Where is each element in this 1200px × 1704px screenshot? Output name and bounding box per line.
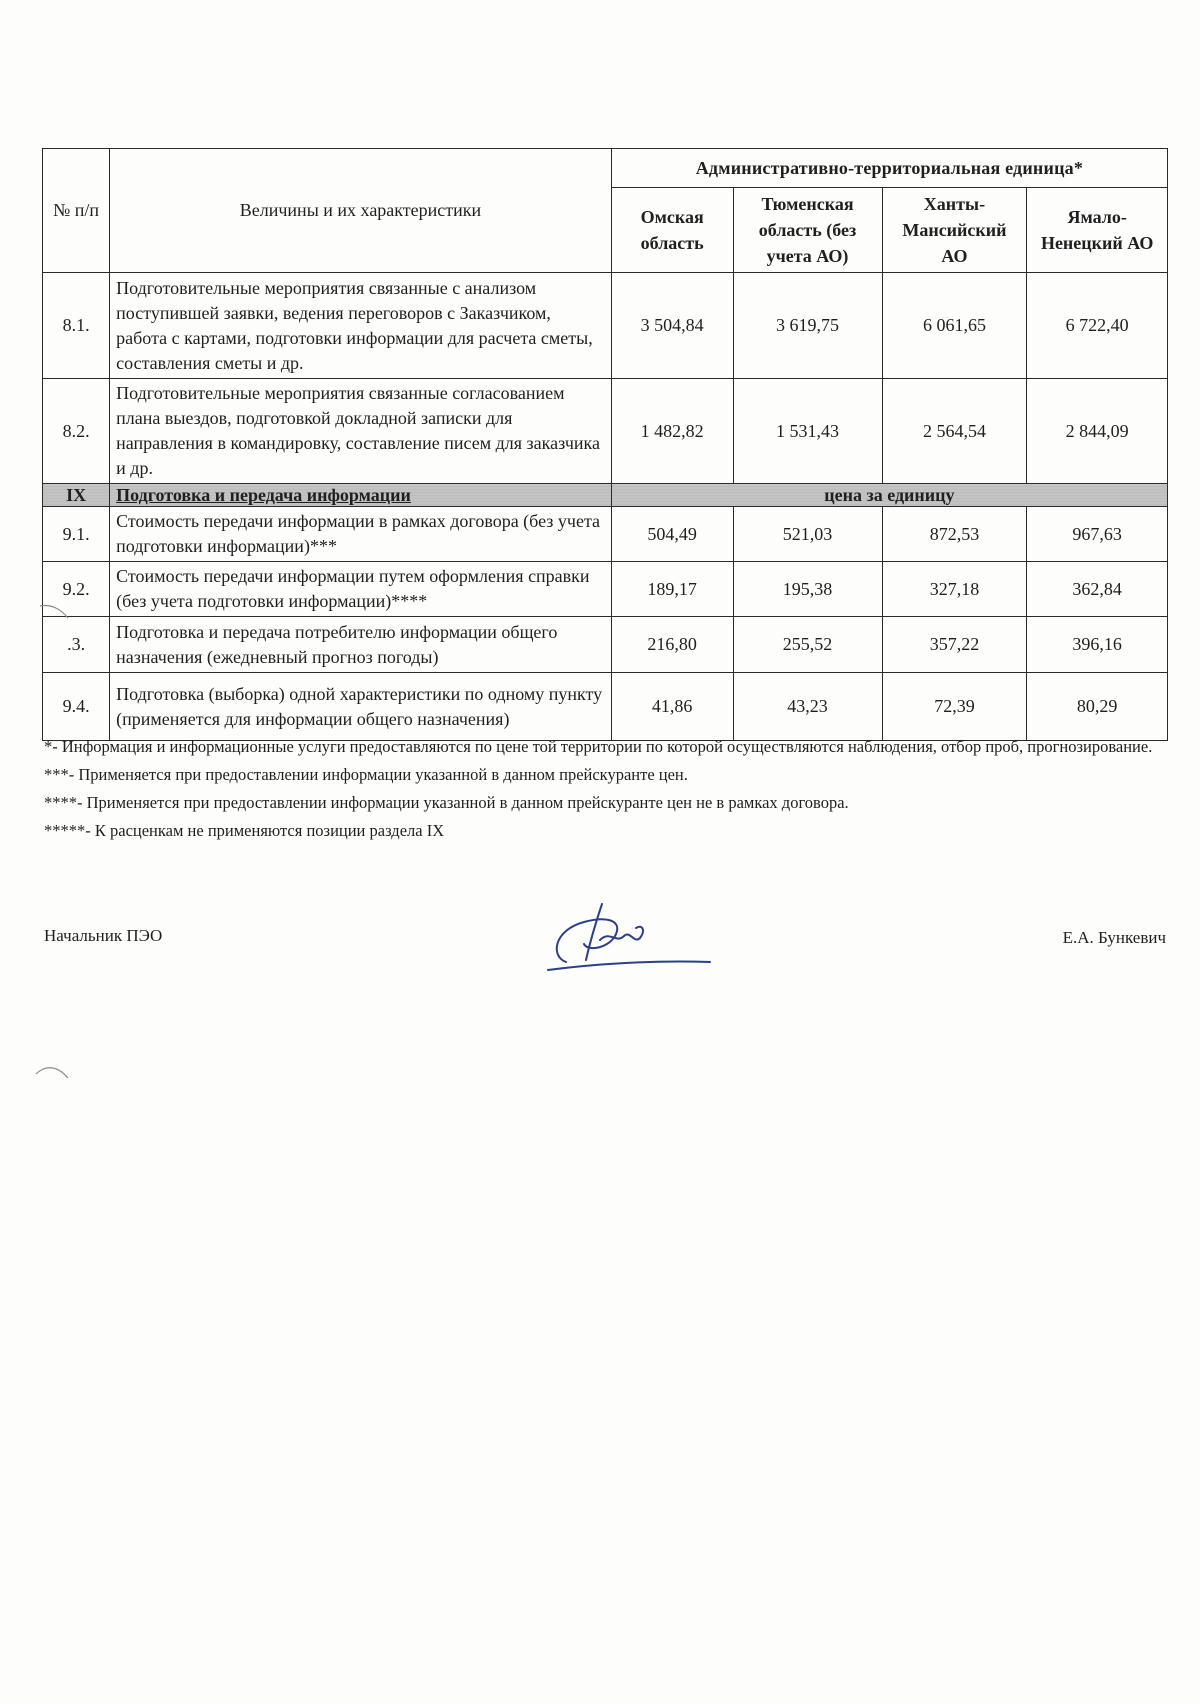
row-number: 8.2. [43, 379, 110, 484]
price-table [42, 148, 1168, 741]
row-price: 3 619,75 [733, 273, 882, 379]
signature-block [44, 918, 1166, 988]
row-number: 8.1. [43, 273, 110, 379]
row-price: 216,80 [611, 617, 733, 673]
section-9-rows [43, 507, 1168, 741]
row-price: 872,53 [882, 507, 1027, 562]
row-number: 9.4. [43, 673, 110, 741]
row-number: 9.2. [43, 562, 110, 617]
row-description: Подготовка и передача потребителю информации общего назначения (ежедневный прогноз погоды) [110, 617, 612, 673]
row-price: 1 482,82 [611, 379, 733, 484]
row-price: 2 564,54 [882, 379, 1027, 484]
row-price: 396,16 [1027, 617, 1168, 673]
header-territorial-unit: Административно-территориальная единица* [611, 149, 1167, 188]
section-title: Подготовка и передача информации [116, 484, 411, 505]
handwritten-signature [544, 900, 714, 980]
table-row [43, 617, 1168, 673]
row-description: Стоимость передачи информации в рамках договора (без учета подготовки информации)*** [110, 507, 612, 562]
section-unit: цена за единицу [611, 484, 1167, 507]
row-price: 195,38 [733, 562, 882, 617]
row-price: 967,63 [1027, 507, 1168, 562]
row-description: Подготовительные мероприятия связанные с анализом поступившей заявки, ведения переговоров с Заказчиком, работа с картами, подготовки информации для расчета сметы, составления сметы и др. [110, 273, 612, 379]
row-price: 362,84 [1027, 562, 1168, 617]
header-description: Величины и их характеристики [110, 149, 612, 273]
header-column-omsk: Омская область [611, 188, 733, 273]
footnotes [44, 734, 1164, 846]
footnote-territory: *- Информация и информационные услуги предоставляются по цене той территории по которой осуществляются наблюдения, отбор проб, прогнозирование. [44, 737, 1153, 756]
row-description: Подготовительные мероприятия связанные согласованием плана выездов, подготовкой докладной записки для направления в командировку, составление писем для заказчика и др. [110, 379, 612, 484]
row-price: 43,23 [733, 673, 882, 741]
header-column-khmao: Ханты-Мансийский АО [882, 188, 1027, 273]
table-row [43, 273, 1168, 379]
row-description: Стоимость передачи информации путем оформления справки (без учета подготовки информации)**** [110, 562, 612, 617]
section-heading-row [43, 484, 1168, 507]
table-header-row [43, 149, 1168, 188]
row-description: Подготовка (выборка) одной характеристики по одному пункту (применяется для информации общего назначения) [110, 673, 612, 741]
row-price: 1 531,43 [733, 379, 882, 484]
footnote-section-ix: *****- К расценкам не применяются позиции раздела IX [44, 821, 445, 840]
footnote-contract: ***- Применяется при предоставлении информации указанной в данном прейскуранте цен. [44, 765, 688, 784]
footnote-non-contract: ****- Применяется при предоставлении информации указанной в данном прейскуранте цен не в рамках договора. [44, 793, 849, 812]
row-number: 9.1. [43, 507, 110, 562]
row-price: 357,22 [882, 617, 1027, 673]
row-price: 504,49 [611, 507, 733, 562]
row-price: 6 061,65 [882, 273, 1027, 379]
row-price: 72,39 [882, 673, 1027, 741]
scan-mark [38, 600, 78, 630]
table-row [43, 507, 1168, 562]
header-number: № п/п [43, 149, 110, 273]
section-number: IX [43, 484, 110, 507]
signatory-position: Начальник ПЭО [44, 926, 163, 945]
section-title-cell [110, 484, 612, 507]
row-price: 327,18 [882, 562, 1027, 617]
section-8-rows [43, 273, 1168, 484]
row-price: 80,29 [1027, 673, 1168, 741]
header-column-tyumen: Тюменская область (без учета АО) [733, 188, 882, 273]
signatory-name: Е.А. Бункевич [1062, 928, 1166, 947]
row-price: 41,86 [611, 673, 733, 741]
row-price: 255,52 [733, 617, 882, 673]
row-price: 3 504,84 [611, 273, 733, 379]
row-price: 521,03 [733, 507, 882, 562]
table-row [43, 673, 1168, 741]
table-row [43, 379, 1168, 484]
row-price: 6 722,40 [1027, 273, 1168, 379]
table-row [43, 562, 1168, 617]
header-column-yanao: Ямало-Ненецкий АО [1027, 188, 1168, 273]
row-price: 2 844,09 [1027, 379, 1168, 484]
row-price: 189,17 [611, 562, 733, 617]
row-number: .3. [43, 617, 110, 673]
scan-mark [34, 1060, 74, 1090]
